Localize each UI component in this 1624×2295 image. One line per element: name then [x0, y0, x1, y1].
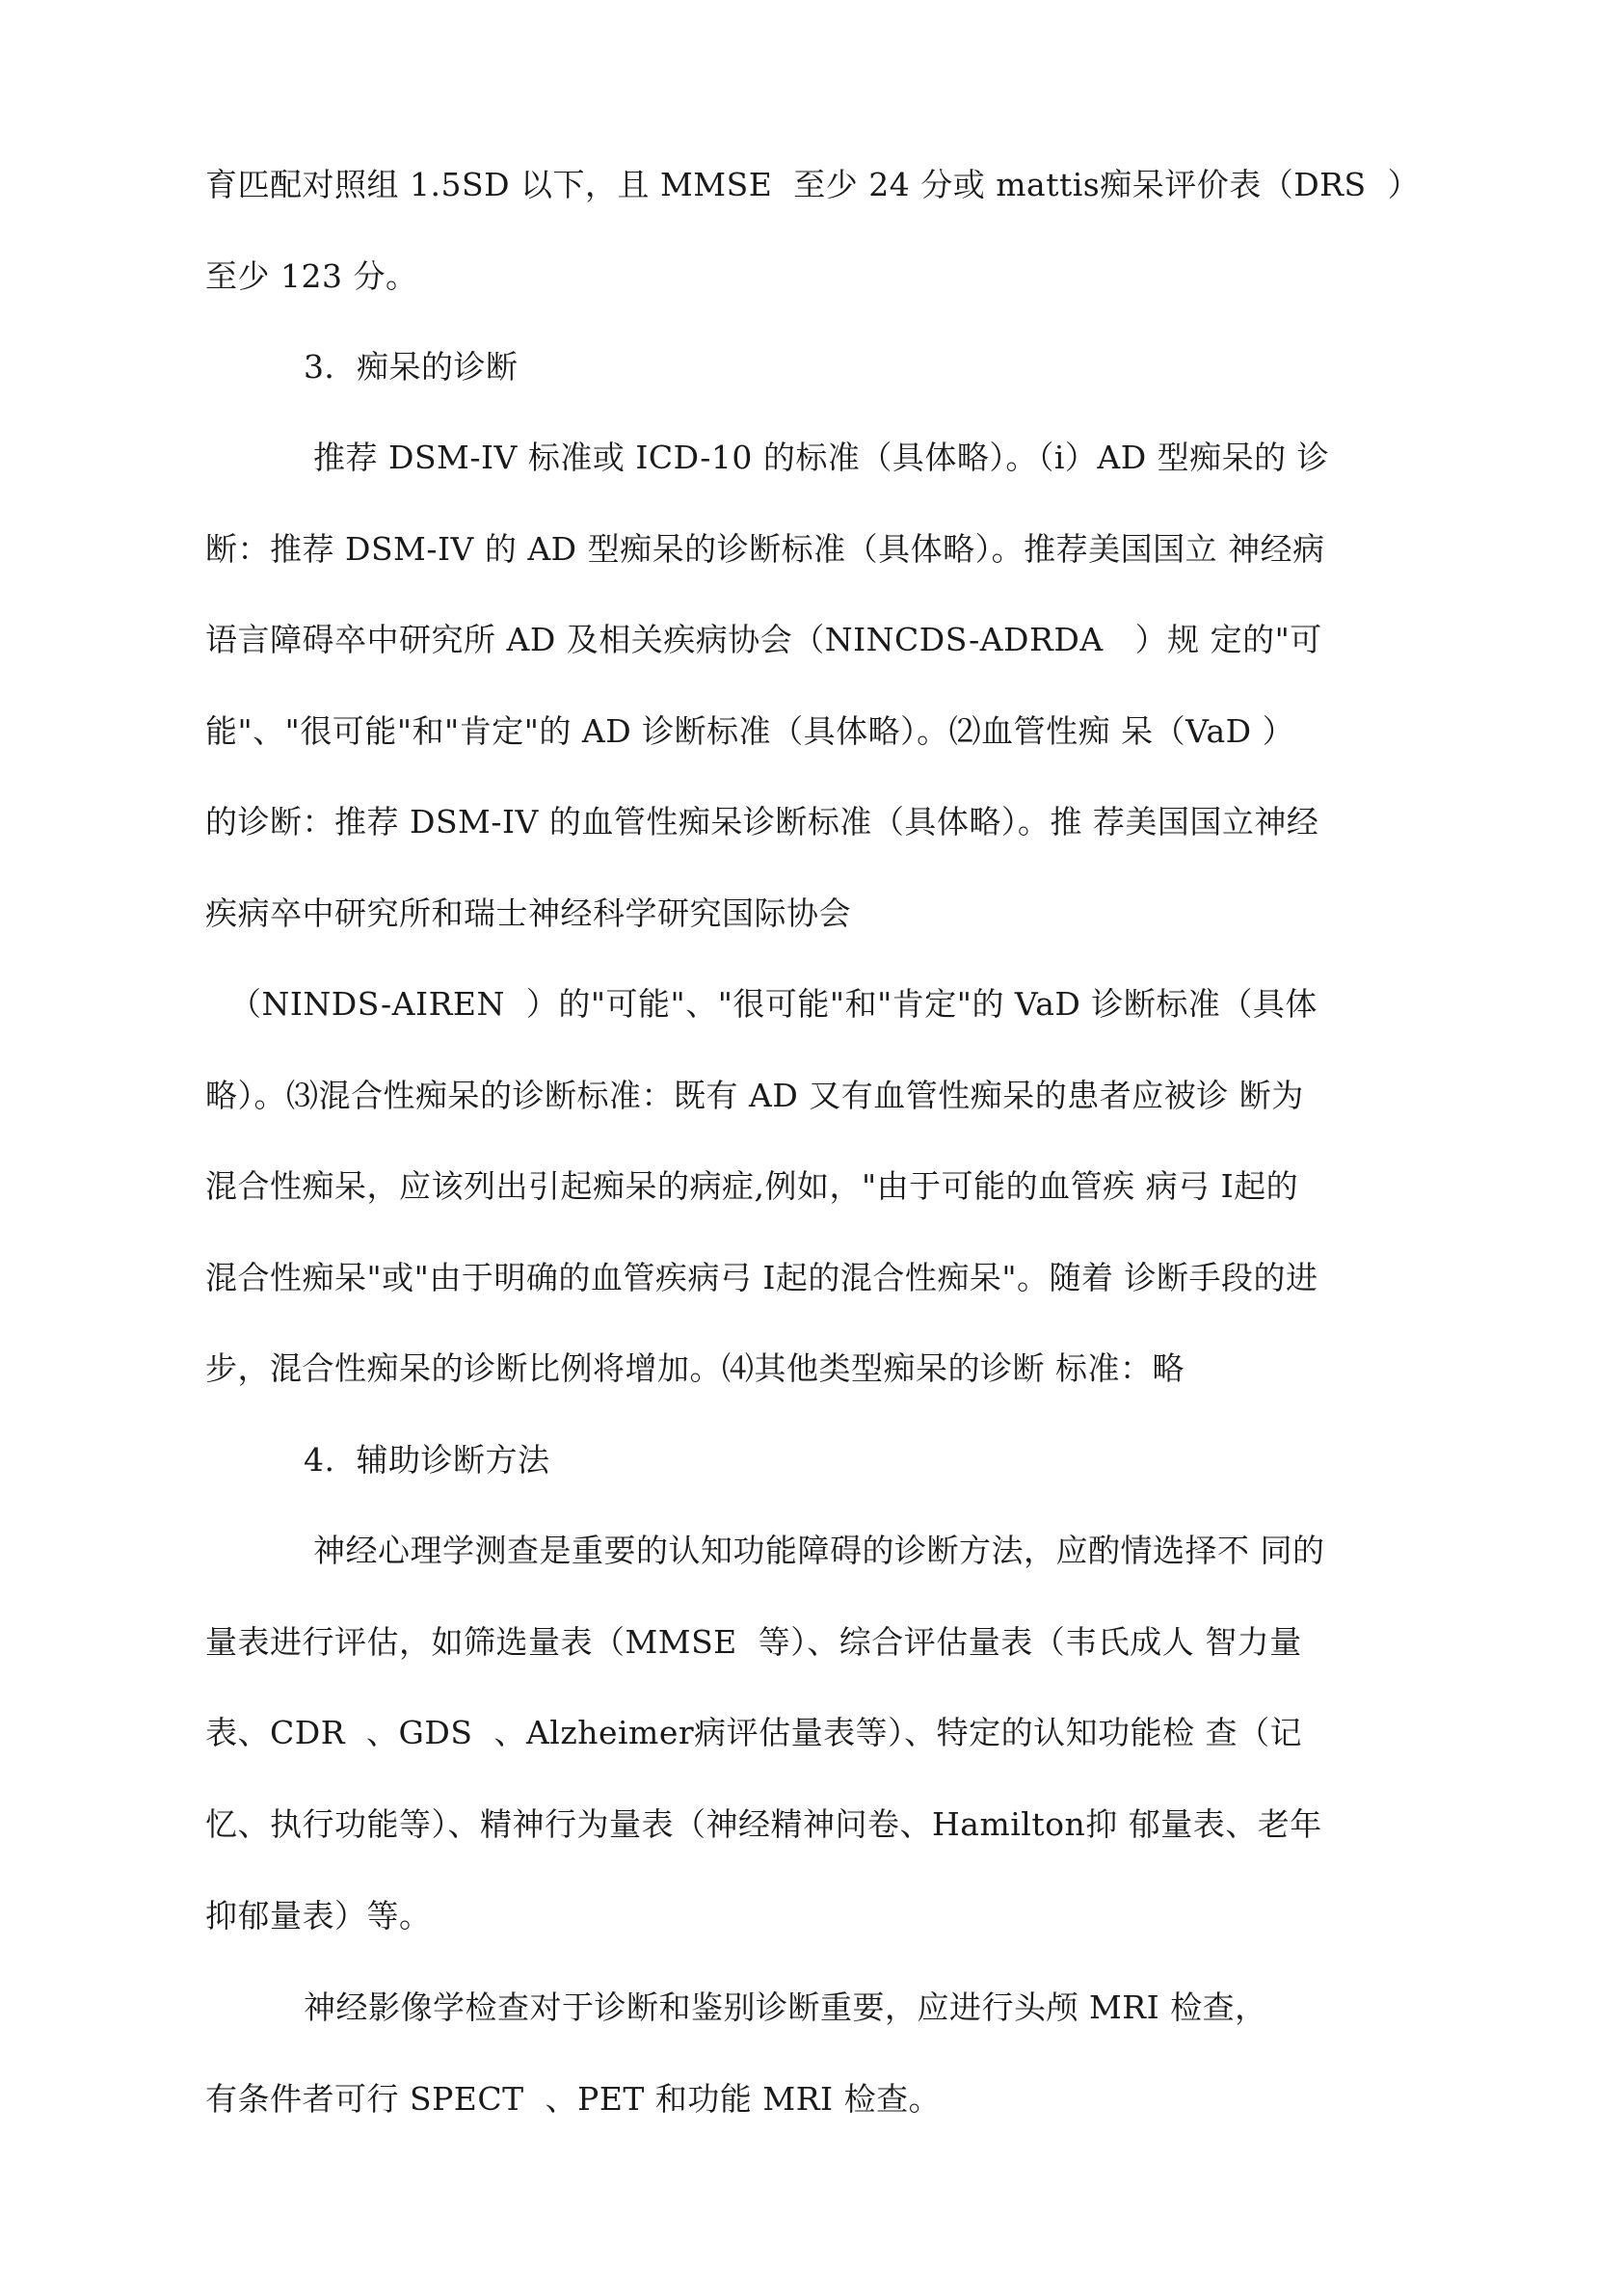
section-heading: 4. 辅助诊断方法	[304, 1441, 550, 1479]
text-line: 表、CDR 、GDS 、Alzheimer病评估量表等）、特定的认知功能检 查（记	[205, 1714, 1303, 1751]
text-line: 的诊断：推荐 DSM-IV 的血管性痴呆诊断标准（具体略）。推 荐美国国立神经	[205, 803, 1319, 841]
text-line: 混合性痴呆"或"由于明确的血管疾病弓 I起的混合性痴呆"。随着 诊断手段的进	[205, 1259, 1318, 1296]
text-line: 疾病卒中研究所和瑞士神经科学研究国际协会	[205, 894, 851, 932]
text-line: 育匹配对照组 1.5SD 以下，且 MMSE 至少 24 分或 mattis痴呆评价表（DRS ）	[205, 166, 1421, 203]
text-line: 能"、"很可能"和"肯定"的 AD 诊断标准（具体略）。⑵血管性痴 呆（VaD ）	[205, 712, 1295, 750]
text-line: 神经影像学检查对于诊断和鉴别诊断重要，应进行头颅 MRI 检查，	[304, 1988, 1267, 2026]
text-line: 神经心理学测查是重要的认知功能障碍的诊断方法，应酌情选择不 同的	[313, 1532, 1325, 1569]
text-line: （NINDS-AIREN ）的"可能"、"很可能"和"肯定"的 VaD 诊断标准（具体	[229, 985, 1318, 1023]
text-line: 量表进行评估，如筛选量表（MMSE 等）、综合评估量表（韦氏成人 智力量	[205, 1623, 1302, 1661]
text-line: 推荐 DSM-IV 标准或 ICD-10 的标准（具体略）。（i）AD 型痴呆的 诊	[313, 439, 1330, 476]
text-line: 抑郁量表）等。	[205, 1897, 432, 1935]
text-line: 断：推荐 DSM-IV 的 AD 型痴呆的诊断标准（具体略）。推荐美国国立 神经病	[205, 530, 1325, 568]
section-heading: 3．痴呆的诊断	[304, 348, 519, 386]
text-line: 混合性痴呆，应该列出引起痴呆的病症,例如，"由于可能的血管疾 病弓 I起的	[205, 1167, 1299, 1205]
text-line: 至少 123 分。	[205, 257, 418, 295]
text-line: 步，混合性痴呆的诊断比例将增加。⑷其他类型痴呆的诊断 标准：略	[205, 1349, 1185, 1387]
text-line: 有条件者可行 SPECT 、PET 和功能 MRI 检查。	[205, 2080, 942, 2118]
text-line: 略）。⑶混合性痴呆的诊断标准：既有 AD 又有血管性痴呆的患者应被诊 断为	[205, 1077, 1304, 1114]
text-line: 语言障碍卒中研究所 AD 及相关疾病协会（NINCDS-ADRDA ）规 定的"可	[205, 621, 1322, 658]
text-line: 忆、执行功能等）、精神行为量表（神经精神问卷、Hamilton抑 郁量表、老年	[205, 1805, 1322, 1843]
